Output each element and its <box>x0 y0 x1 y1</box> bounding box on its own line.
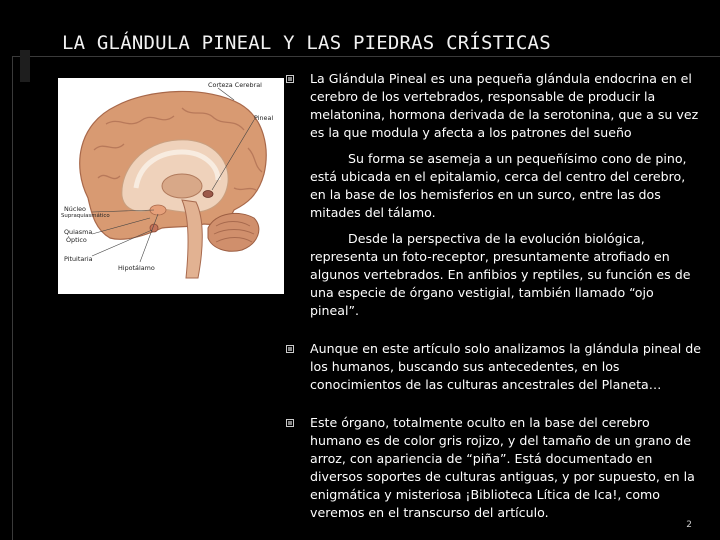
bullet-text: Aunque en este artículo solo analizamos la glándula pineal de los humanos, buscando sus antecedentes, en los conocimientos de las culturas ancestrales del Planeta… <box>310 341 702 392</box>
sub-paragraph <box>288 150 704 222</box>
label-nucleo-1: Núcleo <box>64 205 86 213</box>
label-corteza: Corteza Cerebral <box>208 81 262 89</box>
frame-left-line <box>12 56 13 540</box>
slide-content <box>288 70 704 522</box>
label-quiasma-2: Óptico <box>66 236 87 244</box>
bullet-item <box>288 340 704 394</box>
bullet-text: La Glándula Pineal es una pequeña glándula endocrina en el cerebro de los vertebrados, responsable de producir la melatonina, hormona derivada de la serotonina, que a su vez es la que modula y afecta a los patrones del sueño <box>310 71 699 140</box>
label-pineal: Pineal <box>254 114 274 122</box>
pineal-gland <box>203 191 213 198</box>
square-bullet-icon <box>286 345 294 353</box>
page-number: 2 <box>686 520 692 530</box>
slide-title: LA GLÁNDULA PINEAL Y LAS PIEDRAS CRÍSTICAS <box>62 32 551 54</box>
bullet-item <box>288 70 704 142</box>
square-bullet-icon <box>286 75 294 83</box>
label-nucleo-2: Supraquiasmático <box>61 213 110 219</box>
paragraph-text: Desde la perspectiva de la evolución biológica, representa un foto-receptor, presuntamente atrofiado en algunos vertebrados. En anfibios y reptiles, su función es de una especie de órgano vestigial, también llamado “ojo pineal”. <box>310 231 691 318</box>
label-pituitaria: Pituitaria <box>64 255 93 263</box>
frame-top-line <box>12 56 720 57</box>
sub-paragraph <box>288 230 704 320</box>
thalamus <box>162 174 202 198</box>
brain-stem <box>182 200 202 278</box>
bullet-item <box>288 414 704 522</box>
bullet-text: Este órgano, totalmente oculto en la base del cerebro humano es de color gris rojizo, y del tamaño de un grano de arroz, con apariencia de “piña”. Está documentado en diversos soportes de culturas antiguas, y por supuesto, en la enigmática y misteriosa ¡Biblioteca Lítica de Ica!, como veremos en el transcurso del artículo. <box>310 415 695 520</box>
accent-bar <box>20 50 30 82</box>
paragraph-text: Su forma se asemeja a un pequeñísimo cono de pino, está ubicada en el epitalamio, cerca del centro del cerebro, en la base de los hemisferios en un surco, entre las dos mitades del tálamo. <box>310 151 687 220</box>
brain-illustration <box>58 78 284 294</box>
square-bullet-icon <box>286 419 294 427</box>
label-quiasma-1: Quiasma <box>64 228 93 236</box>
label-hipotalamo: Hipotálamo <box>118 264 155 272</box>
